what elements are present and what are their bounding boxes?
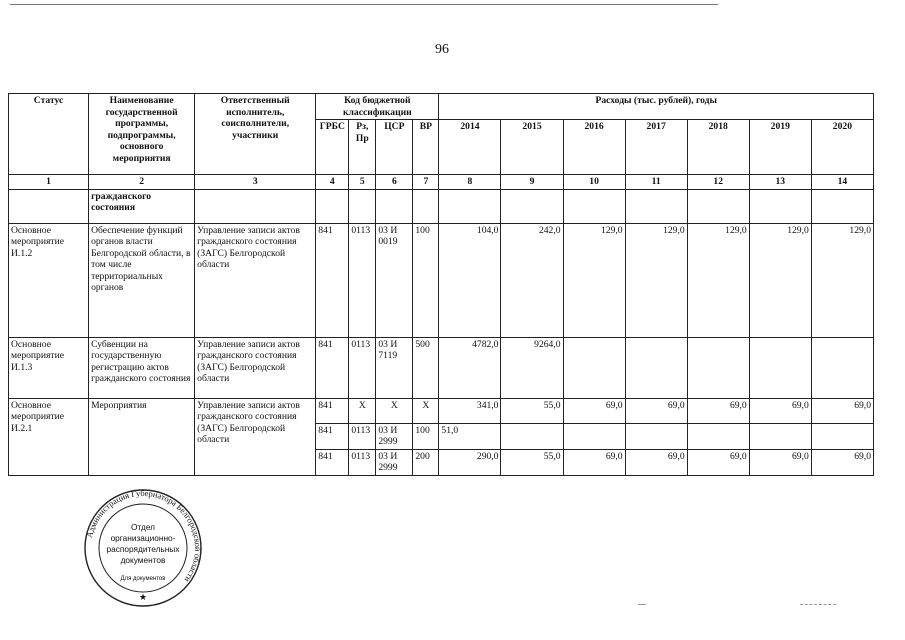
page-number: 96 (435, 42, 449, 57)
cell-value: 55,0 (501, 449, 563, 475)
header-status: Статус (9, 94, 89, 175)
cell-vr: 200 (413, 449, 439, 475)
cell-value: 129,0 (811, 223, 873, 337)
stamp-star: ★ (138, 592, 148, 602)
cell-value: 242,0 (501, 223, 563, 337)
cell-value: 129,0 (625, 223, 687, 337)
cell-grbs: 841 (316, 223, 349, 337)
cell-value (687, 423, 749, 449)
cell-value: 55,0 (501, 398, 563, 423)
cell-value: 69,0 (563, 398, 625, 423)
cell-value (625, 423, 687, 449)
cell-value (811, 423, 873, 449)
column-number: 4 (316, 175, 349, 190)
column-number: 10 (563, 175, 625, 190)
column-number: 6 (376, 175, 413, 190)
column-number: 7 (413, 175, 439, 190)
header-name: Наименование государственной программы, подпрограммы, основного мероприятия (89, 94, 195, 175)
cell-value: 69,0 (625, 449, 687, 475)
cell-value (563, 423, 625, 449)
cell-value: 69,0 (687, 398, 749, 423)
header-year: 2014 (439, 120, 501, 175)
cell-value (811, 337, 873, 398)
row-name: Обеспечение функций органов власти Белгородской области, в том числе территориальных органов (89, 223, 195, 337)
cell-csr: 03 И 2999 (376, 449, 413, 475)
column-number: 11 (625, 175, 687, 190)
cell-value: 69,0 (749, 449, 811, 475)
cell-value: 69,0 (811, 449, 873, 475)
column-number: 3 (195, 175, 316, 190)
header-year: 2020 (811, 120, 873, 175)
row-executor: Управление записи актов гражданского состояния (ЗАГС) Белгородской области (195, 223, 316, 337)
cell-vr: 100 (413, 223, 439, 337)
cell-csr: 03 И 2999 (376, 423, 413, 449)
cell-value: 69,0 (625, 398, 687, 423)
column-number: 8 (439, 175, 501, 190)
cell-csr: Х (376, 398, 413, 423)
cell-value: 341,0 (439, 398, 501, 423)
scan-mark (800, 604, 836, 605)
cell-value: 69,0 (749, 398, 811, 423)
cell-rzpr: 0113 (349, 449, 376, 475)
cell-value: 104,0 (439, 223, 501, 337)
row-status: Основное мероприятие И.2.1 (9, 398, 89, 475)
row-status: Основное мероприятие И.1.2 (9, 223, 89, 337)
cell-rzpr: Х (349, 398, 376, 423)
cell-vr: 500 (413, 337, 439, 398)
cell-rzpr: 0113 (349, 423, 376, 449)
stamp-ring-text: Администрация Губернатора Белгородской области (84, 488, 204, 585)
header-executor: Ответственный исполнитель, соисполнители, участники (195, 94, 316, 175)
table-row (9, 223, 874, 337)
stamp-line: организационно- (110, 533, 176, 543)
column-number: 5 (349, 175, 376, 190)
stamp-bottom-text: Для документов (120, 576, 166, 582)
table-row (9, 398, 874, 423)
stamp-line: Отдел (131, 522, 155, 532)
top-border-line (10, 4, 718, 5)
cell-value: 129,0 (749, 223, 811, 337)
header-budget-code: Код бюджетной классификации (316, 94, 439, 120)
column-number: 14 (811, 175, 873, 190)
budget-table (8, 93, 874, 476)
cell-value: 51,0 (439, 423, 501, 449)
column-number: 9 (501, 175, 563, 190)
column-number: 1 (9, 175, 89, 190)
row-status: Основное мероприятие И.1.3 (9, 337, 89, 398)
header-year: 2019 (749, 120, 811, 175)
header-rzpr: Рз, Пр (349, 120, 376, 175)
cell-value: 129,0 (563, 223, 625, 337)
official-stamp (76, 488, 210, 608)
cell-rzpr: 0113 (349, 337, 376, 398)
header-expenses: Расходы (тыс. рублей), годы (439, 94, 874, 120)
header-year: 2018 (687, 120, 749, 175)
cell-csr: 03 И 0019 (376, 223, 413, 337)
cell-value: 69,0 (563, 449, 625, 475)
continuation-text: гражданского состояния (89, 189, 195, 223)
scan-mark (638, 604, 646, 605)
header-csr: ЦСР (376, 120, 413, 175)
row-executor: Управление записи актов гражданского состояния (ЗАГС) Белгородской области (195, 398, 316, 475)
cell-value (749, 423, 811, 449)
cell-value: 69,0 (687, 449, 749, 475)
table-row (9, 189, 874, 223)
header-year: 2016 (563, 120, 625, 175)
table-row (9, 337, 874, 398)
column-number: 12 (687, 175, 749, 190)
header-grbs: ГРБС (316, 120, 349, 175)
cell-vr: 100 (413, 423, 439, 449)
cell-value: 129,0 (687, 223, 749, 337)
cell-grbs: 841 (316, 337, 349, 398)
row-name: Мероприятия (89, 398, 195, 475)
cell-value: 290,0 (439, 449, 501, 475)
cell-value (687, 337, 749, 398)
cell-grbs: 841 (316, 398, 349, 423)
header-year: 2015 (501, 120, 563, 175)
cell-value: 9264,0 (501, 337, 563, 398)
column-number-row (9, 175, 874, 190)
stamp-line: документов (120, 555, 166, 565)
cell-value (749, 337, 811, 398)
row-name: Субвенции на государственную регистрацию актов гражданского состояния (89, 337, 195, 398)
stamp-line: распорядительных (106, 544, 180, 554)
header-year: 2017 (625, 120, 687, 175)
cell-grbs: 841 (316, 423, 349, 449)
cell-vr: Х (413, 398, 439, 423)
column-number: 2 (89, 175, 195, 190)
cell-csr: 03 И 7119 (376, 337, 413, 398)
cell-value (625, 337, 687, 398)
cell-rzpr: 0113 (349, 223, 376, 337)
cell-grbs: 841 (316, 449, 349, 475)
cell-value (501, 423, 563, 449)
header-vr: ВР (413, 120, 439, 175)
column-number: 13 (749, 175, 811, 190)
cell-value: 69,0 (811, 398, 873, 423)
cell-value (563, 337, 625, 398)
row-executor: Управление записи актов гражданского состояния (ЗАГС) Белгородской области (195, 337, 316, 398)
cell-value: 4782,0 (439, 337, 501, 398)
